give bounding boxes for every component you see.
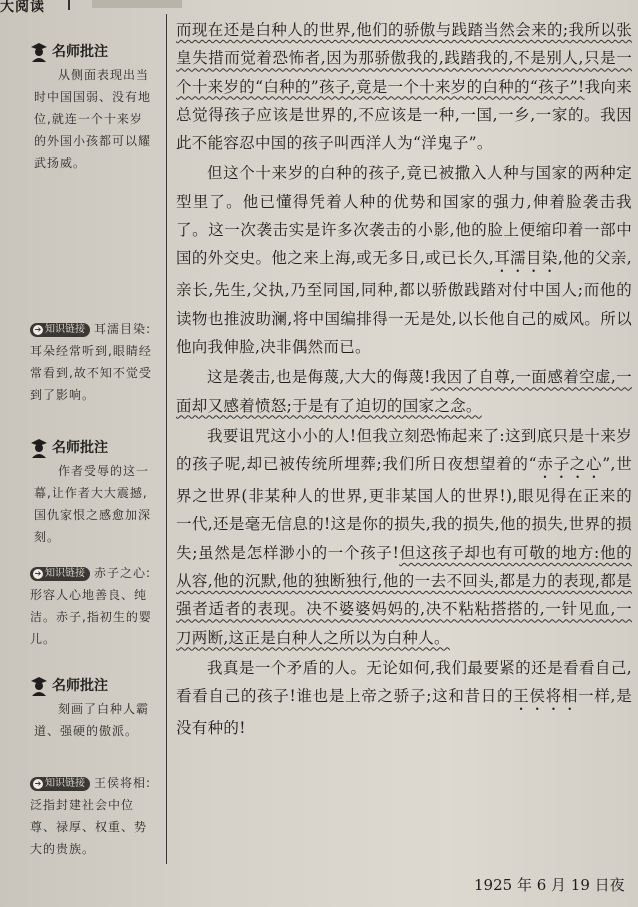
teacher-note-text: 作者受辱的这一幕,让作者大大震撼,国仇家恨之感愈加深刻。 <box>34 464 152 544</box>
emphasized-term: 王侯将相 <box>513 687 579 706</box>
margin-divider-line <box>166 14 167 864</box>
teacher-icon <box>30 42 48 62</box>
paragraph-text: 我向来总觉得孩子应该是世界的,不应该是一种,一国,一乡,一家的。我因此不能容忍中国的孩子叫西洋人为“洋鬼子”。 <box>176 77 633 153</box>
paragraph-5 <box>176 654 632 743</box>
emphasized-term: 耳濡目染 <box>494 249 558 268</box>
knowledge-link-badge-label: 知识链接 <box>45 324 85 335</box>
teacher-icon <box>30 676 48 696</box>
teacher-note-label: 名师批注 <box>52 678 108 694</box>
teacher-icon <box>30 438 48 458</box>
arrow-icon: ➔ <box>34 779 42 788</box>
paragraph-text: 一样,是没有种的! <box>176 687 632 738</box>
teacher-note-header <box>0 674 160 698</box>
knowledge-link <box>0 772 160 860</box>
paragraph-text: ,他的父亲,亲长,先生,父执,乃至同国,同种,都以骄傲践踏对付中国人;而他的读物也推波助澜,将中国编排得一无是处,以长他自己的威风。所以他向我伸脸,决非偶然而已。 <box>176 249 633 356</box>
knowledge-link-text <box>0 772 160 860</box>
highlighted-sentence: 我因了自尊,一面感着空虚,一面却又感着愤怒;于是有了迫切的国家之念。 <box>176 368 632 415</box>
paragraph-text: 这是袭击,也是侮蔑,大大的侮蔑! <box>207 368 431 387</box>
teacher-note-label: 名师批注 <box>52 44 108 60</box>
knowledge-link <box>0 318 160 406</box>
teacher-note-header <box>0 40 160 64</box>
paragraph-text: ”,世界之世界(非某种人的世界,更非某国人的世界!),眼见得在正来的一代,还是毫无信息的!这是你的损失,我的损失,他的损失,世界的损失;虽然是怎样渺小的一个孩子! <box>176 455 632 562</box>
knowledge-link-content: 赤子之心:形容人心地善良、纯洁。赤子,指初生的婴儿。 <box>30 566 152 646</box>
highlighted-sentence: 但这孩子却也有可敬的地方:他的从容,他的沉默,他的独断独行,他的一去不回头,都是力的表现,都是强者适者的表现。决不婆婆妈妈的,决不粘粘搭搭的,一针见血,一刀两断,这正是白种人之所以为白种人。 <box>176 543 632 647</box>
paragraph-2 <box>176 159 632 361</box>
knowledge-link-content: 王侯将相:泛指封建社会中位尊、禄厚、权重、势大的贵族。 <box>30 776 152 856</box>
teacher-note-text: 刻画了白种人霸道、强硬的傲派。 <box>34 702 150 738</box>
knowledge-link-badge <box>30 777 90 791</box>
highlighted-sentence: 而现在还是白种人的世界,他们的骄傲与践踏当然会来的;我所以张皇失措而觉着恐怖者,因为那骄傲我的,践踏我的,不是别人,只是一个十来岁的“白种的”孩子,竟是一个十来岁的白种的“孩子”! <box>176 21 632 96</box>
knowledge-link-badge-label: 知识链接 <box>45 778 85 789</box>
paragraph-1 <box>176 16 632 157</box>
knowledge-link-badge-label: 知识链接 <box>45 568 85 579</box>
paragraph-text: 我真是一个矛盾的人。无论如何,我们最要紧的还是看看自己,看看自己的孩子!谁也是上帝之骄子;这和昔日的 <box>176 658 632 706</box>
knowledge-link <box>0 562 160 650</box>
knowledge-link-content: 耳濡目染:耳朵经常听到,眼睛经常看到,故不知不觉受到了影响。 <box>30 322 152 402</box>
knowledge-link-badge <box>30 323 90 337</box>
teacher-note-header <box>0 436 160 460</box>
running-header <box>0 0 180 15</box>
knowledge-link-text <box>0 562 160 650</box>
teacher-note <box>0 40 160 174</box>
paragraph-4 <box>176 422 632 652</box>
paragraph-3 <box>176 363 632 420</box>
header-decoration <box>92 0 182 8</box>
essay-date: 1925 年 6 月 19 日夜 <box>474 876 625 894</box>
emphasized-term: 赤子之心 <box>536 455 603 474</box>
arrow-icon: ➔ <box>34 569 42 578</box>
knowledge-link-text <box>0 318 160 406</box>
teacher-note-text: 从侧面表现出当时中国国弱、没有地位,就连一个十来岁的外国小孩都可以耀武扬威。 <box>34 68 152 170</box>
teacher-note-label: 名师批注 <box>52 440 108 456</box>
knowledge-link-badge <box>30 567 90 581</box>
running-header-title: 大阅读 <box>0 0 45 15</box>
paragraph-text: 但这个十来岁的白种的孩子,竟已被撒入人种与国家的两种定型里了。他已懂得凭着人种的优势和国家的强力,伸着脸袭击我了。这一次袭击实是许多次袭击的小影,他的脸上便缩印着一部中国的外交史。他之来上海,或无多日,或已长久, <box>176 164 632 268</box>
paragraph-text: 我要诅咒这小小的人!但我立刻恐怖起来了:这到底只是十来岁的孩子呢,却已被传统所埋葬;我们所日夜想望着的“ <box>176 426 632 474</box>
header-divider <box>68 0 70 10</box>
arrow-icon: ➔ <box>34 325 42 334</box>
teacher-note <box>0 674 160 742</box>
main-text-column <box>176 16 632 743</box>
teacher-note <box>0 436 160 548</box>
